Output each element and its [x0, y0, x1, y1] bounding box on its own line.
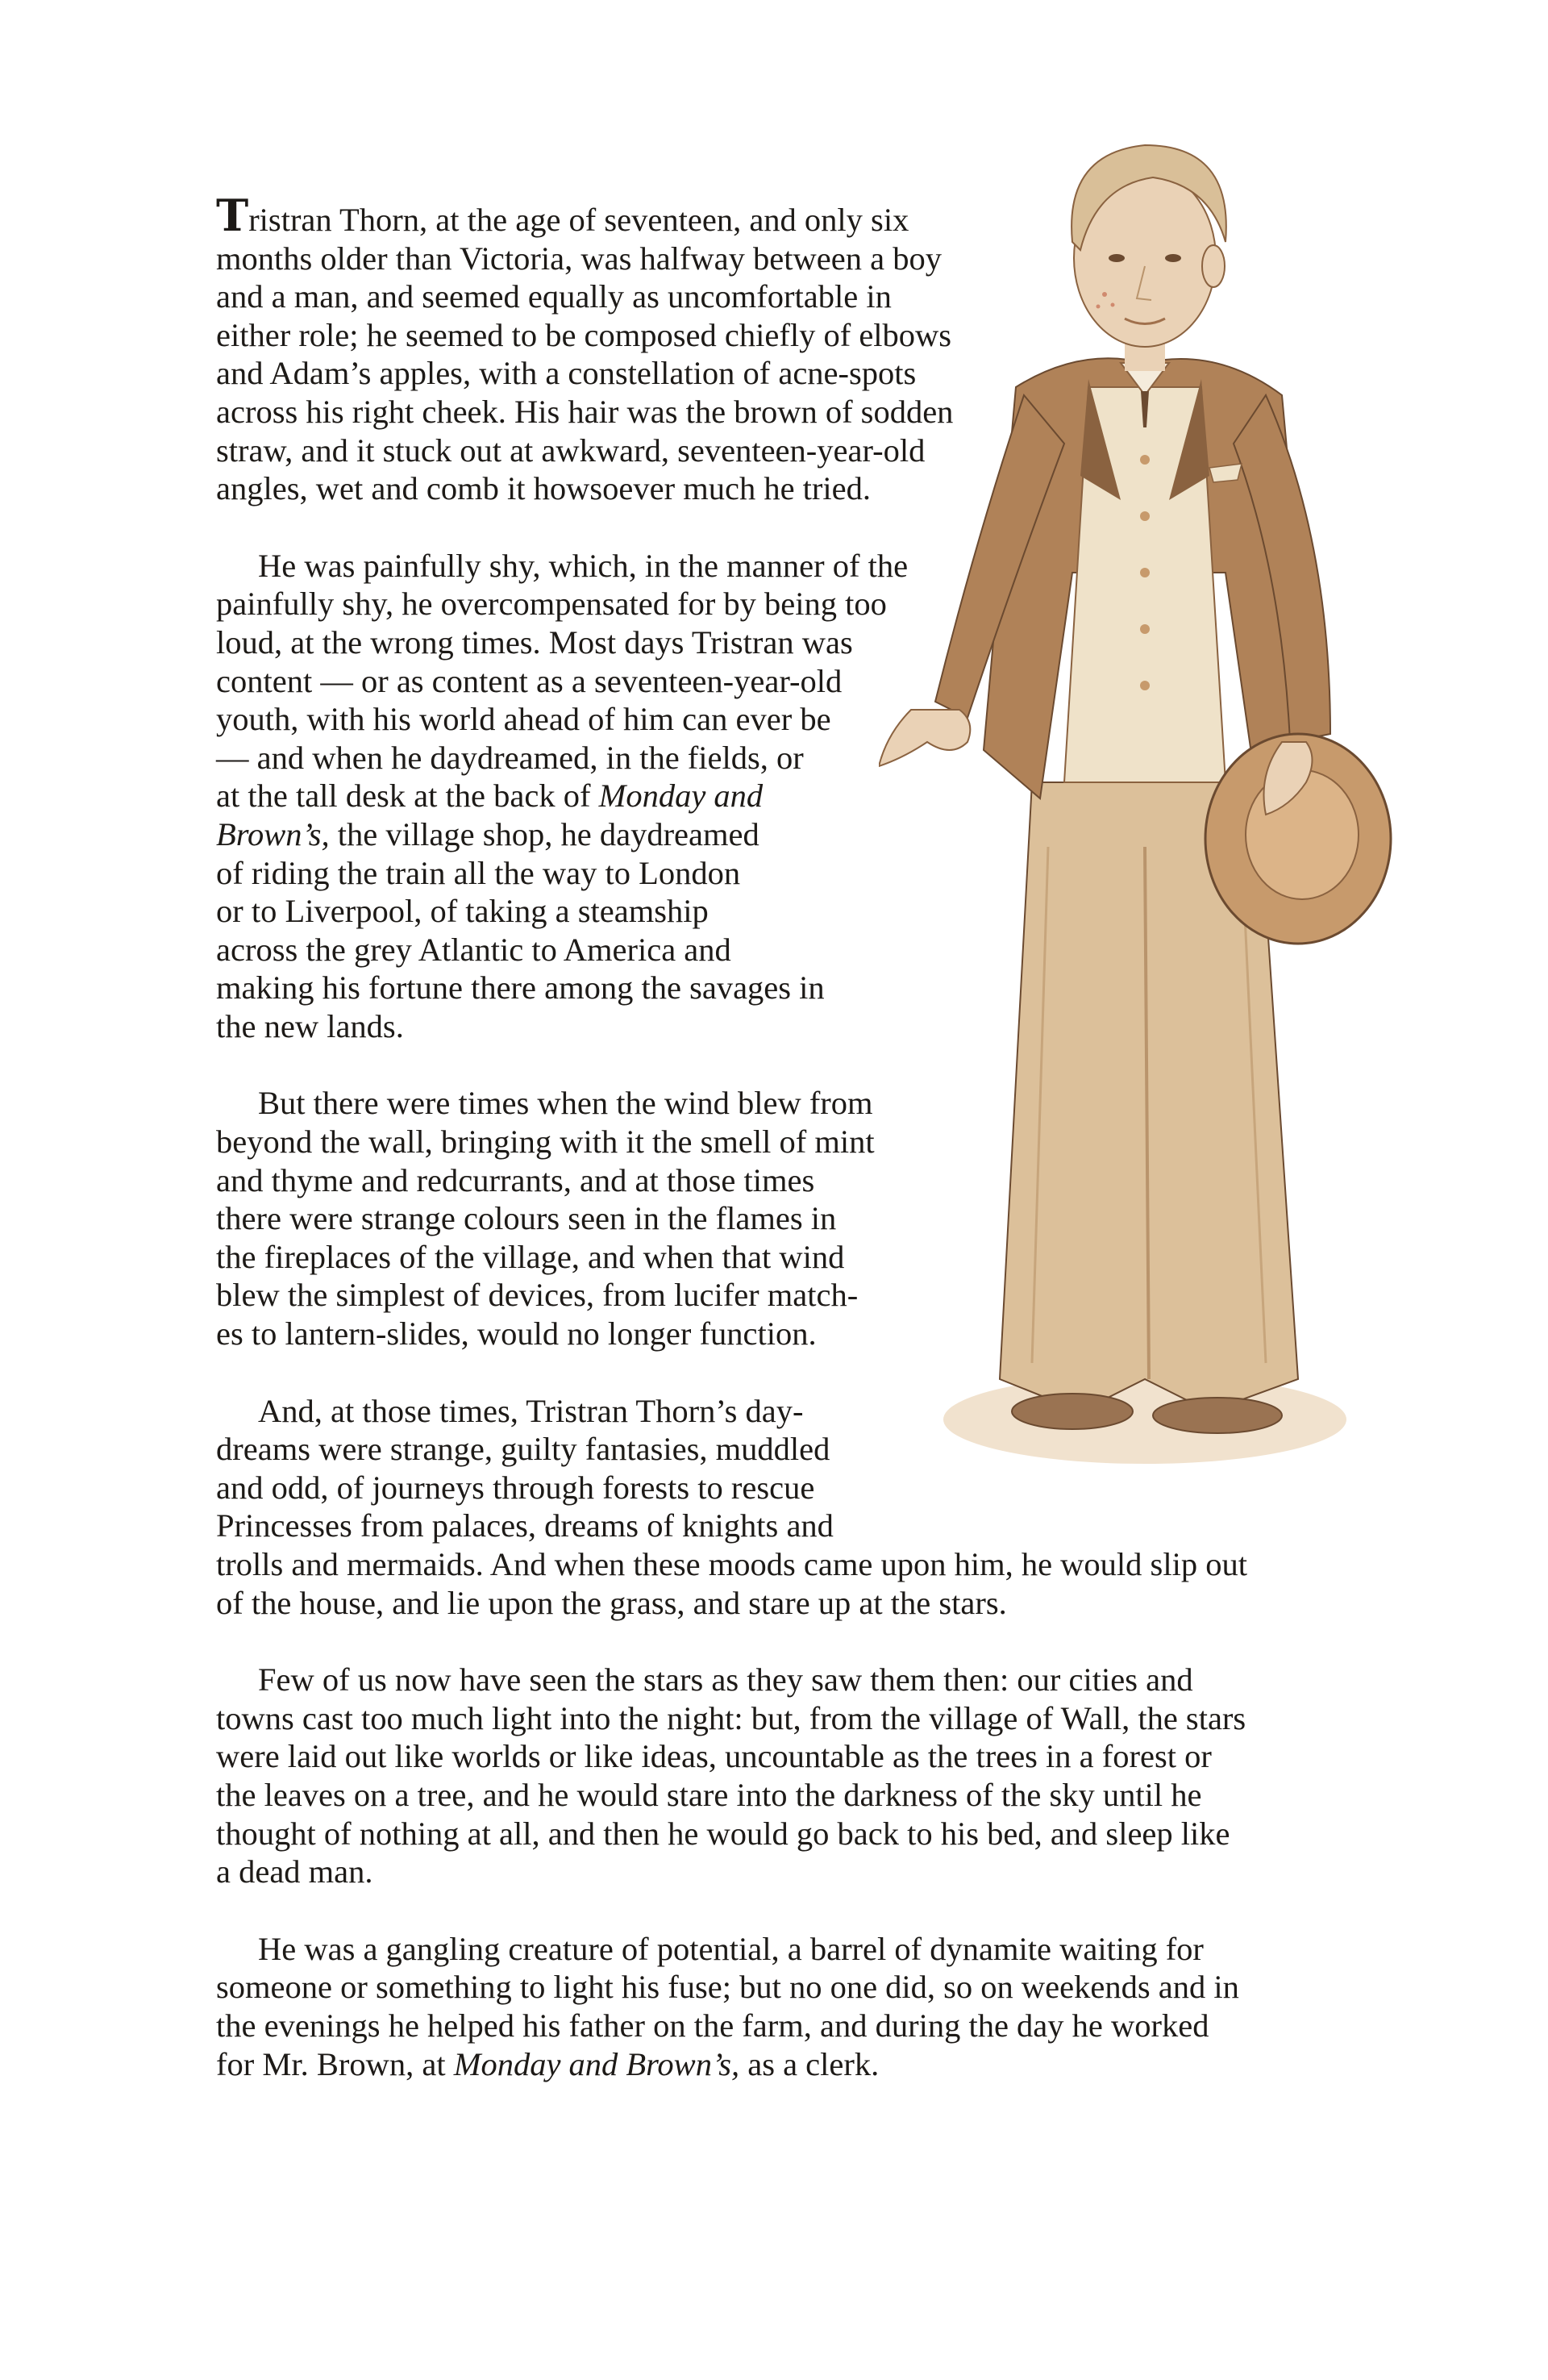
- text-line: and odd, of journeys through forests to rescue: [216, 1469, 815, 1506]
- text-line: and Adam’s apples, with a constellation of acne-spots: [216, 355, 917, 392]
- text-line: youth, with his world ahead of him can ever be: [216, 701, 831, 738]
- text-line: towns cast too much light into the night: but, from the village of Wall, the stars: [216, 1699, 1246, 1736]
- text-line: Tristran Thorn, at the age of seventeen, and only six: [216, 190, 909, 241]
- shop-name: Brown’s,: [216, 815, 330, 852]
- text-line: angles, wet and comb it howsoever much he tried.: [216, 470, 872, 507]
- paragraph-6: [216, 1930, 1345, 2083]
- text-line: blew the simplest of devices, from lucifer match-: [216, 1277, 859, 1314]
- text-line: or to Liverpool, of taking a steamship: [216, 893, 709, 930]
- text-line: straw, and it stuck out at awkward, seventeen-year-old: [216, 431, 926, 469]
- text-line: dreams were strange, guilty fantasies, muddled: [216, 1431, 830, 1468]
- text-line: months older than Victoria, was halfway between a boy: [216, 240, 942, 277]
- shop-name: Monday and Brown’s,: [453, 2045, 740, 2082]
- text-line: the fireplaces of the village, and when that wind: [216, 1238, 845, 1275]
- text-line: — and when he daydreamed, in the fields, or: [216, 739, 804, 776]
- text-line: And, at those times, Tristran Thorn’s day-: [258, 1392, 804, 1429]
- text-line: for Mr. Brown, at Monday and Brown’s, as a clerk.: [216, 2045, 880, 2082]
- text-line: and thyme and redcurrants, and at those times: [216, 1161, 815, 1198]
- text-line: making his fortune there among the savages in: [216, 969, 825, 1007]
- text-line: Few of us now have seen the stars as they saw them then: our cities and: [258, 1661, 1193, 1699]
- paragraph-1: [216, 190, 1345, 508]
- text-line: Princesses from palaces, dreams of knights and: [216, 1507, 834, 1544]
- text-line: of the house, and lie upon the grass, and stare up at the stars.: [216, 1584, 1007, 1621]
- text-line: content — or as content as a seventeen-year-old: [216, 662, 843, 699]
- paragraph-3: [216, 1084, 1345, 1353]
- text-line: the evenings he helped his father on the farm, and during the day he worked: [216, 2007, 1209, 2044]
- text-line: there were strange colours seen in the flames in: [216, 1200, 837, 1237]
- text-line: at the tall desk at the back of Monday and: [216, 777, 764, 815]
- drop-cap: T: [216, 190, 249, 241]
- text-line: es to lantern-slides, would no longer function.: [216, 1315, 817, 1353]
- text-line: the new lands.: [216, 1007, 404, 1044]
- text-line: trolls and mermaids. And when these moods came upon him, he would slip out: [216, 1546, 1247, 1582]
- text-line: painfully shy, he overcompensated for by being too: [216, 586, 887, 623]
- text-line: the leaves on a tree, and he would stare into the darkness of the sky until he: [216, 1776, 1202, 1813]
- text-line: He was a gangling creature of potential, a barrel of dynamite waiting for: [258, 1930, 1204, 1967]
- paragraph-5: [216, 1661, 1345, 1891]
- paragraph-4: [216, 1392, 1345, 1623]
- text-line: across the grey Atlantic to America and: [216, 931, 731, 968]
- text-line: thought of nothing at all, and then he would go back to his bed, and sleep like: [216, 1815, 1230, 1852]
- paragraph-2: [216, 547, 1345, 1046]
- text-line: Brown’s, the village shop, he daydreamed: [216, 815, 759, 852]
- text-line: were laid out like worlds or like ideas, uncountable as the trees in a forest or: [216, 1738, 1212, 1775]
- story-text: [216, 190, 1345, 2122]
- text-line: across his right cheek. His hair was the brown of sodden: [216, 393, 954, 430]
- text-line: But there were times when the wind blew from: [258, 1085, 873, 1122]
- text-line: beyond the wall, bringing with it the smell of mint: [216, 1123, 875, 1161]
- text-line: He was painfully shy, which, in the manner of the: [258, 547, 909, 584]
- text-line: loud, at the wrong times. Most days Tristran was: [216, 623, 853, 661]
- text-line: and a man, and seemed equally as uncomfortable in: [216, 278, 892, 315]
- text-line: either role; he seemed to be composed chiefly of elbows: [216, 316, 952, 353]
- shop-name: Monday and: [598, 777, 764, 815]
- text-line: of riding the train all the way to London: [216, 854, 741, 891]
- text-line: someone or something to light his fuse; but no one did, so on weekends and in: [216, 1969, 1239, 2006]
- text-line: a dead man.: [216, 1853, 373, 1890]
